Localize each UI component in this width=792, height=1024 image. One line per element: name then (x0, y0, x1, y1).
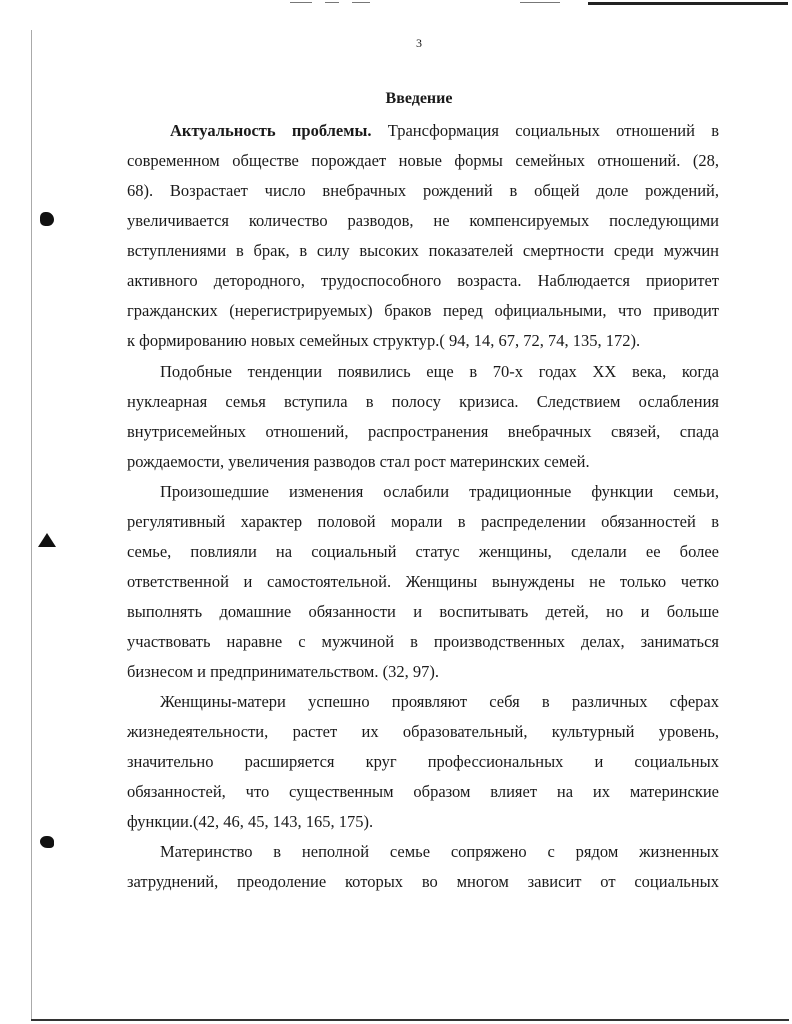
paragraph-line: современном обществе порождает новые формы семейных отношений. (28, (127, 151, 719, 170)
lead-phrase: Актуальность проблемы. (170, 121, 372, 140)
paragraph-line: затруднений, преодоление которых во многом зависит от социальных (127, 872, 719, 891)
paragraph-line (170, 121, 719, 141)
paragraph-line: внутрисемейных отношений, распространения внебрачных связей, спада (127, 422, 719, 441)
scan-top-dash (520, 2, 560, 3)
paragraph-line: Произошедшие изменения ослабили традиционные функции семьи, (160, 482, 719, 501)
paragraph-line: участвовать наравне с мужчиной в производственных делах, заниматься (127, 632, 719, 651)
scan-top-dash (290, 2, 312, 3)
section-heading: Введение (385, 90, 453, 107)
scan-top-dash (352, 2, 370, 3)
paragraph-line: регулятивный характер половой морали в распределении обязанностей в (127, 512, 719, 531)
paragraph-line: вступлениями в брак, в силу высоких показателей смертности среди мужчин (127, 241, 719, 260)
page-number: 3 (416, 36, 422, 50)
punch-hole-mark (40, 212, 54, 226)
paragraph-line: гражданских (нерегистрируемых) браков перед официальными, что приводит (127, 301, 719, 320)
scan-left-edge (31, 30, 32, 1020)
scan-top-rule (588, 2, 788, 5)
paragraph-line: жизнедеятельности, растет их образовательный, культурный уровень, (127, 722, 719, 741)
punch-hole-mark (40, 836, 54, 848)
paragraph-line: выполнять домашние обязанности и воспитывать детей, но и больше (127, 602, 719, 621)
paragraph-line: обязанностей, что существенным образом влияет на их материнские (127, 782, 719, 801)
scan-bottom-edge (31, 1019, 789, 1021)
line-text: Трансформация социальных отношений в (371, 121, 720, 140)
scan-top-dash (325, 2, 339, 3)
paragraph-line: Подобные тенденции появились еще в 70-х годах XX века, когда (160, 362, 719, 381)
paragraph-line: увеличивается количество разводов, не компенсируемых последующими (127, 211, 719, 230)
paragraph-line: бизнесом и предпринимательством. (32, 97). (127, 662, 439, 681)
punch-hole-mark (38, 533, 56, 547)
paragraph-line: 68). Возрастает число внебрачных рождений в общей доле рождений, (127, 181, 719, 200)
paragraph-line: рождаемости, увеличения разводов стал рост материнских семей. (127, 452, 590, 471)
paragraph-line: активного детородного, трудоспособного возраста. Наблюдается приоритет (127, 271, 719, 290)
paragraph-line: к формированию новых семейных структур.( 94, 14, 67, 72, 74, 135, 172). (127, 331, 641, 350)
paragraph-line: нуклеарная семья вступила в полосу кризиса. Следствием ослабления (127, 392, 719, 411)
paragraph-line: ответственной и самостоятельной. Женщины вынуждены не только четко (127, 572, 719, 591)
paragraph-line: Женщины-матери успешно проявляют себя в различных сферах (160, 692, 719, 711)
paragraph-line: функции.(42, 46, 45, 143, 165, 175). (127, 812, 374, 831)
paragraph-line: значительно расширяется круг профессиональных и социальных (127, 752, 719, 771)
paragraph-line: Материнство в неполной семье сопряжено с рядом жизненных (160, 842, 719, 861)
paragraph-line: семье, повлияли на социальный статус женщины, сделали ее более (127, 542, 719, 561)
